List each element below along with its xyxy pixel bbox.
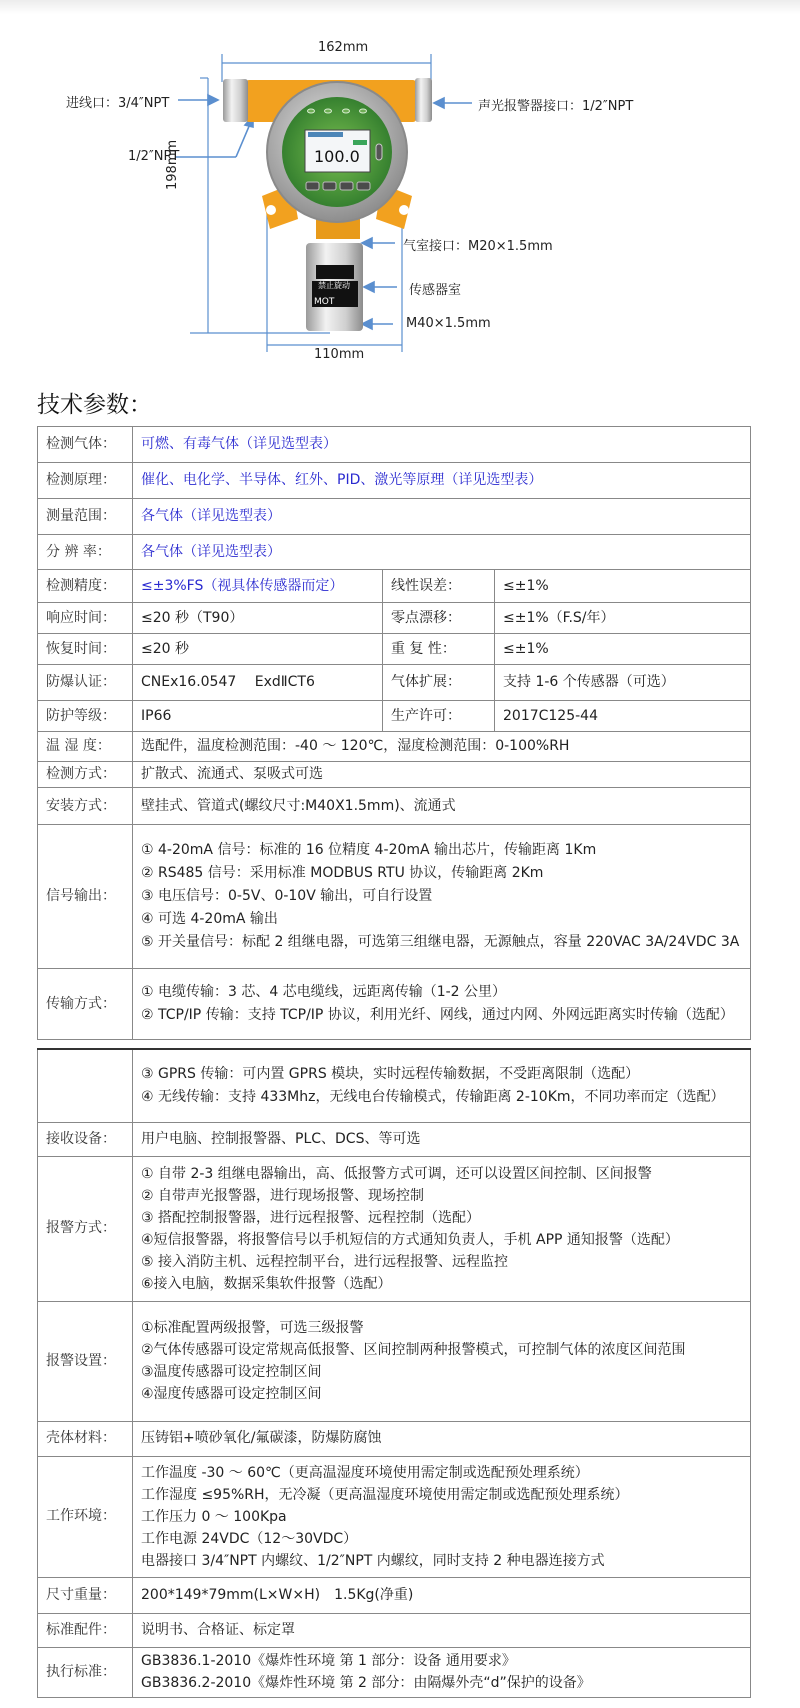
row-value: IP66 (133, 701, 383, 732)
line: ⑥接入电脑，数据采集软件报警（选配） (141, 1275, 392, 1292)
line: ② 自带声光报警器，进行现场报警、现场控制 (141, 1187, 424, 1204)
row-label-2: 生产许可： (383, 701, 495, 732)
line: 工作湿度 ≤95%RH，无冷凝（更高温湿度环境使用需定制或选配预处理系统） (141, 1486, 629, 1503)
screen-value: 100.0 (314, 147, 360, 166)
row-label: 检测精度： (38, 570, 133, 603)
row-label: 测量范围： (38, 499, 133, 535)
row-value-2: ≤±1% (495, 634, 751, 665)
table-row (38, 732, 751, 762)
line: ③ GPRS 传输：可内置 GPRS 模块，实时远程传输数据，不受距离限制（选配） (141, 1065, 640, 1082)
label-sensor-room: 传感器室 (409, 283, 462, 298)
line: ④湿度传感器可设定控制区间 (141, 1386, 322, 1402)
line: ④ 无线传输：支持 433Mhz，无线电台传输模式，传输距离 2-10Km，不同功率而定（选配） (141, 1088, 725, 1105)
row-label-2: 气体扩展： (383, 665, 495, 701)
line: ② TCP/IP 传输：支持 TCP/IP 协议，利用光纤、网线，通过内网、外网远距离实时传输（选配） (141, 1007, 734, 1023)
row-label-2: 零点漂移： (383, 603, 495, 634)
table-row (38, 665, 751, 701)
row-value: 可燃、有毒气体（详见选型表） (133, 427, 751, 463)
line: ① 4-20mA 信号：标准的 16 位精度 4-20mA 输出芯片，传输距离 1Km (141, 842, 597, 858)
row-label: 接收设备： (38, 1122, 133, 1156)
spec-table-2 (37, 1048, 751, 1698)
table-row (38, 1577, 751, 1613)
label-inlet: 进线口：3/4″NPT (66, 96, 170, 111)
row-value: 用户电脑、控制报警器、PLC、DCS、等可选 (133, 1122, 751, 1156)
line: GB3836.2-2010《爆炸性环境 第 2 部分：由隔爆外壳“d”保护的设备》 (141, 1675, 591, 1691)
line: 电器接口 3/4″NPT 内螺纹、1/2″NPT 内螺纹，同时支持 2 种电器连接方式 (141, 1552, 605, 1569)
row-label: 报警设置： (38, 1301, 133, 1421)
device-drawing (0, 14, 800, 364)
row-value-multiline (133, 1647, 751, 1697)
row-label-2: 线性误差： (383, 570, 495, 603)
label-thread: M40×1.5mm (406, 316, 491, 331)
label-gas-chamber: 气室接口：M20×1.5mm (403, 239, 553, 254)
row-value-2: ≤±1%（F.S/年） (495, 603, 751, 634)
table-row (38, 1613, 751, 1647)
label-alarm-port: 声光报警器接口：1/2″NPT (478, 99, 634, 114)
row-label: 响应时间： (38, 603, 133, 634)
line: 工作温度 -30 ～ 60℃（更高温湿度环境使用需定制或选配预处理系统） (141, 1464, 589, 1481)
row-value-multiline (133, 1456, 751, 1577)
line: 工作压力 0 ～ 100Kpa (141, 1508, 287, 1525)
line: GB3836.1-2010《爆炸性环境 第 1 部分：设备 通用要求》 (141, 1653, 516, 1669)
table-row (38, 463, 751, 499)
line: ③ 电压信号：0-5V、0-10V 输出，可自行设置 (141, 888, 433, 904)
row-label: 工作环境： (38, 1456, 133, 1577)
row-label-2: 重 复 性： (383, 634, 495, 665)
row-label: 防护等级： (38, 701, 133, 732)
row-value: 扩散式、流通式、泵吸式可选 (133, 762, 751, 788)
table-row (38, 570, 751, 603)
row-value: CNEx16.0547 ExdⅡCT6 (133, 665, 383, 701)
row-label: 安装方式： (38, 788, 133, 825)
table-row (38, 788, 751, 825)
line: ③温度传感器可设定控制区间 (141, 1364, 322, 1380)
line: ⑤ 接入消防主机、远程控制平台，进行远程报警、远程监控 (141, 1253, 508, 1270)
row-value: 壁挂式、管道式(螺纹尺寸:M40X1.5mm)、流通式 (133, 788, 751, 825)
table-row-signal (38, 825, 751, 969)
row-label: 执行标准： (38, 1647, 133, 1697)
row-value-2: ≤±1% (495, 570, 751, 603)
table-row (38, 634, 751, 665)
dim-width-bottom: 110mm (314, 347, 365, 362)
row-value: ≤20 秒（T90） (133, 603, 383, 634)
product-figure (0, 14, 800, 364)
row-label: 分 辨 率： (38, 535, 133, 570)
line: ④ 可选 4-20mA 输出 (141, 911, 278, 927)
row-value: 说明书、合格证、标定罩 (133, 1613, 751, 1647)
line: ③ 搭配控制报警器，进行远程报警、远程控制（选配） (141, 1209, 480, 1226)
page-title: 技术参数： (37, 392, 152, 418)
table-row (38, 1421, 751, 1456)
table-row-environment (38, 1456, 751, 1577)
line: ① 自带 2-3 组继电器输出，高、低报警方式可调，还可以设置区间控制、区间报警 (141, 1165, 652, 1182)
top-fade-strip (0, 0, 800, 14)
dim-height: 198mm (165, 139, 180, 190)
row-value-multiline (133, 1156, 751, 1301)
table-row (38, 499, 751, 535)
row-value: 各气体（详见选型表） (133, 535, 751, 570)
table-row (38, 701, 751, 732)
row-value: ≤20 秒 (133, 634, 383, 665)
row-label: 检测方式： (38, 762, 133, 788)
row-label: 尺寸重量： (38, 1577, 133, 1613)
row-label: 报警方式： (38, 1156, 133, 1301)
sensor-brand: MOT (314, 297, 335, 307)
table-row (38, 535, 751, 570)
row-label-empty (38, 1049, 133, 1122)
inlet-fitting (223, 79, 248, 122)
sensor-tag: 禁止旋动 (318, 281, 350, 290)
table-row (38, 762, 751, 788)
row-value-multiline (133, 969, 751, 1040)
row-value-2: 支持 1-6 个传感器（可选） (495, 665, 751, 701)
table-row-transmission (38, 969, 751, 1040)
table-row (38, 1122, 751, 1156)
row-label: 检测气体： (38, 427, 133, 463)
row-label: 传输方式： (38, 969, 133, 1040)
table-row-standards (38, 1647, 751, 1697)
row-value-multiline (133, 1049, 751, 1122)
line: ④短信报警器，将报警信号以手机短信的方式通知负责人，手机 APP 通知报警（选配） (141, 1231, 679, 1248)
line: 工作电源 24VDC（12～30VDC） (141, 1530, 358, 1547)
table-row-transmission-cont (38, 1049, 751, 1122)
table-row-alarm-mode (38, 1156, 751, 1301)
row-value-multiline (133, 825, 751, 969)
row-label: 壳体材料： (38, 1421, 133, 1456)
line: ②气体传感器可设定常规高低报警、区间控制两种报警模式，可控制气体的浓度区间范围 (141, 1342, 686, 1358)
row-value: 压铸铝+喷砂氧化/氟碳漆，防爆防腐蚀 (133, 1421, 751, 1456)
line: ② RS485 信号：采用标准 MODBUS RTU 协议，传输距离 2Km (141, 865, 544, 881)
table-row (38, 427, 751, 463)
row-value: 200*149*79mm(L×W×H) 1.5Kg(净重) (133, 1577, 751, 1613)
row-label: 标准配件： (38, 1613, 133, 1647)
row-label: 信号输出： (38, 825, 133, 969)
row-value: 各气体（详见选型表） (133, 499, 751, 535)
line: ⑤ 开关量信号：标配 2 组继电器，可选第三组继电器，无源触点，容量 220VAC 3A/24VDC 3A (141, 934, 740, 950)
row-label: 防爆认证： (38, 665, 133, 701)
row-label: 恢复时间： (38, 634, 133, 665)
row-value: 催化、电化学、半导体、红外、PID、激光等原理（详见选型表） (133, 463, 751, 499)
table-row (38, 603, 751, 634)
dim-width-top: 162mm (318, 40, 369, 55)
row-value-multiline (133, 1301, 751, 1421)
table-row-alarm-setting (38, 1301, 751, 1421)
label-half-npt: 1/2″NPT (128, 149, 180, 164)
row-label: 检测原理： (38, 463, 133, 499)
line: ① 电缆传输：3 芯、4 芯电缆线，远距离传输（1-2 公里） (141, 984, 507, 1000)
row-value-2: 2017C125-44 (495, 701, 751, 732)
alarm-port-fitting (415, 78, 432, 122)
row-label: 温 湿 度： (38, 732, 133, 762)
line: ①标准配置两级报警，可选三级报警 (141, 1320, 364, 1336)
row-value: ≤±3%FS（视具体传感器而定） (133, 570, 383, 603)
row-value: 选配件，温度检测范围：-40 ～ 120℃，湿度检测范围：0-100%RH (133, 732, 751, 762)
spec-table-1 (37, 426, 751, 1040)
